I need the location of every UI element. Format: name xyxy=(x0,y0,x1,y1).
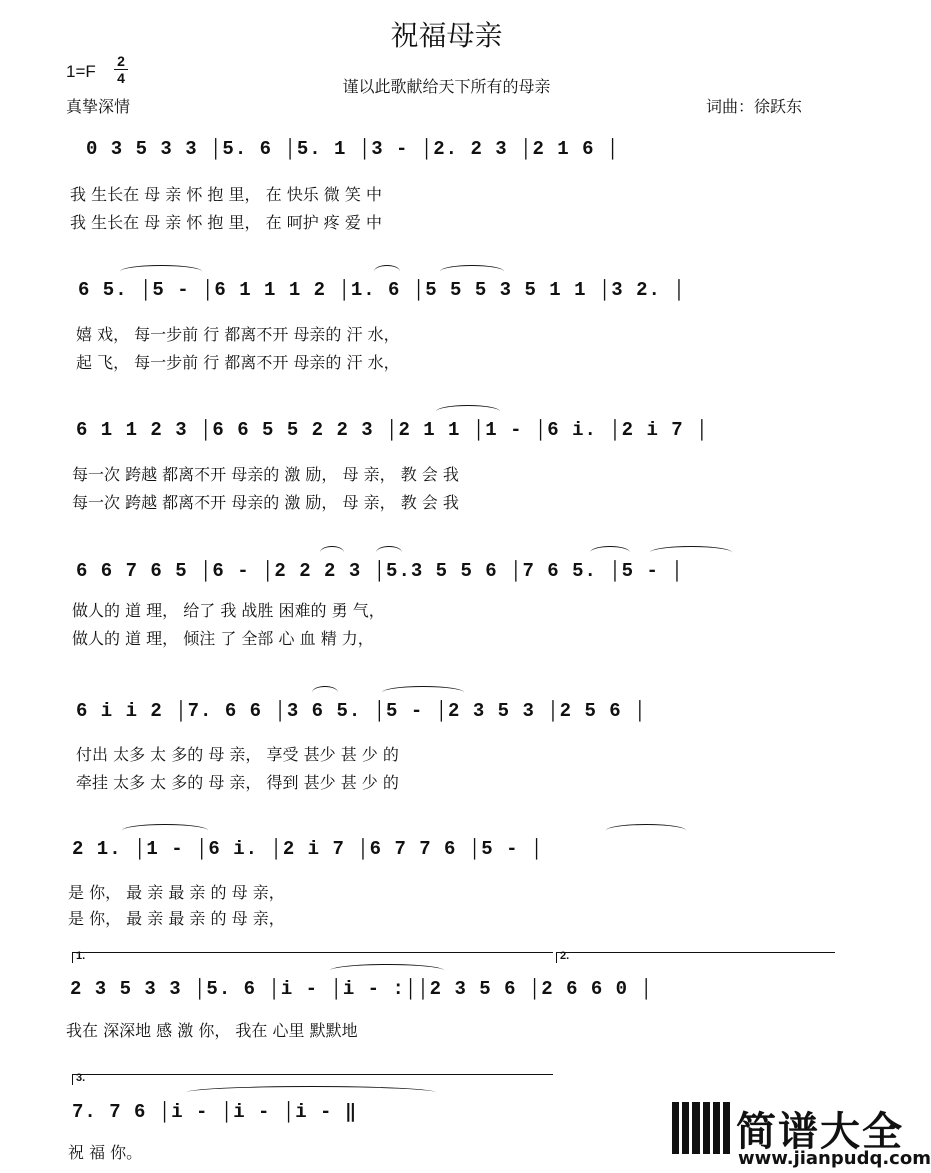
lyric-line: 我在 深深地 感 激 你， 我在 心里 默默地 xyxy=(66,1021,358,1040)
third-ending-label: 3. xyxy=(76,1072,86,1084)
credit: 词曲：徐跃东 xyxy=(706,97,803,116)
slur-mark xyxy=(312,686,338,699)
score-system-5 xyxy=(0,700,893,730)
time-signature-bottom: 4 xyxy=(117,70,125,86)
slur-mark xyxy=(590,546,630,559)
lyric-line-verse-1: 做人的 道 理， 给了 我 战胜 困难的 勇 气， xyxy=(72,601,385,620)
lyric-line-verse-2: 做人的 道 理， 倾注 了 全部 心 血 精 力， xyxy=(72,629,374,648)
first-ending-bracket xyxy=(72,952,553,963)
notes-line: 7. 7 6 │i - │i - │i - ‖ xyxy=(72,1101,358,1123)
lyric-line: 祝 福 你。 xyxy=(68,1143,143,1162)
tie-mark xyxy=(650,546,732,559)
tie-mark xyxy=(440,265,504,278)
lyric-line-verse-1: 我 生长在 母 亲 怀 抱 里， 在 快乐 微 笑 中 xyxy=(70,185,382,204)
watermark-text: 简谱大全 xyxy=(736,1109,904,1155)
notes-line: 6 6 7 6 5 │6 - │2 2 2 3 │5.3 5 5 6 │7 6 5. │5 - │ xyxy=(76,560,684,582)
slur-mark xyxy=(606,824,686,837)
tie-mark xyxy=(382,686,464,699)
slur-mark xyxy=(374,265,400,278)
tempo-marking: 真挚深情 xyxy=(66,97,131,116)
notes-line: 2 3 5 3 3 │5. 6 │i - │i - :││2 3 5 6 │2 6 6 0 │ xyxy=(70,978,653,1000)
tie-mark xyxy=(122,824,208,837)
score-system-2 xyxy=(0,279,893,309)
lyric-line-verse-1: 嬉 戏， 每一步前 行 都离不开 母亲的 汗 水， xyxy=(76,325,400,344)
notes-line: 0 3 5 3 3 │5. 6 │5. 1 │3 - │2. 2 3 │2 1 6 │ xyxy=(86,138,620,160)
lyric-line-verse-1: 付出 太多 太 多的 母 亲， 享受 甚少 甚 少 的 xyxy=(76,745,399,764)
lyric-line-verse-2: 牵挂 太多 太 多的 母 亲， 得到 甚少 甚 少 的 xyxy=(76,773,399,792)
slur-mark xyxy=(320,546,344,559)
score-system-4 xyxy=(0,560,893,590)
song-title: 祝福母亲 xyxy=(390,19,503,52)
lyric-line-verse-2: 起 飞， 每一步前 行 都离不开 母亲的 汗 水， xyxy=(76,353,400,372)
tie-mark xyxy=(120,265,202,278)
lyric-line-verse-2: 每一次 跨越 都离不开 母亲的 激 励， 母 亲， 教 会 我 xyxy=(72,493,459,512)
tie-mark xyxy=(186,1086,436,1099)
score-system-1 xyxy=(0,138,893,168)
second-ending-label: 2. xyxy=(560,950,570,962)
lyric-line-verse-2: 我 生长在 母 亲 怀 抱 里， 在 呵护 疼 爱 中 xyxy=(70,213,382,232)
notes-line: 6 1 1 2 3 │6 6 5 5 2 2 3 │2 1 1 │1 - │6 i. │2 i 7 │ xyxy=(76,419,709,441)
score-system-6 xyxy=(0,838,893,868)
notes-line: 6 5. │5 - │6 1 1 1 2 │1. 6 │5 5 5 3 5 1 1 │3 2. │ xyxy=(78,279,686,301)
watermark-url: www.jianpudq.com xyxy=(738,1148,931,1169)
dedication: 谨以此歌献给天下所有的母亲 xyxy=(342,77,551,96)
lyric-line-verse-2: 是 你， 最 亲 最 亲 的 母 亲， xyxy=(68,909,285,928)
notes-line: 6 i i 2 │7. 6 6 │3 6 5. │5 - │2 3 5 3 │2 5 6 │ xyxy=(76,700,647,722)
time-signature-top: 2 xyxy=(117,53,125,69)
watermark-logo xyxy=(672,1102,931,1169)
third-ending-bracket xyxy=(72,1074,553,1085)
lyric-line-verse-1: 每一次 跨越 都离不开 母亲的 激 励， 母 亲， 教 会 我 xyxy=(72,465,459,484)
second-ending-bracket xyxy=(556,952,835,963)
slur-mark xyxy=(376,546,402,559)
first-ending-label: 1. xyxy=(76,950,86,962)
score-system-3 xyxy=(0,419,893,449)
key-signature: 1=F xyxy=(66,62,96,81)
piano-keys-icon xyxy=(672,1102,730,1154)
tie-mark xyxy=(330,964,444,977)
tie-mark xyxy=(436,405,500,418)
score-system-7 xyxy=(0,978,893,1008)
notes-line: 2 1. │1 - │6 i. │2 i 7 │6 7 7 6 │5 - │ xyxy=(72,838,544,860)
lyric-line-verse-1: 是 你， 最 亲 最 亲 的 母 亲， xyxy=(68,883,285,902)
